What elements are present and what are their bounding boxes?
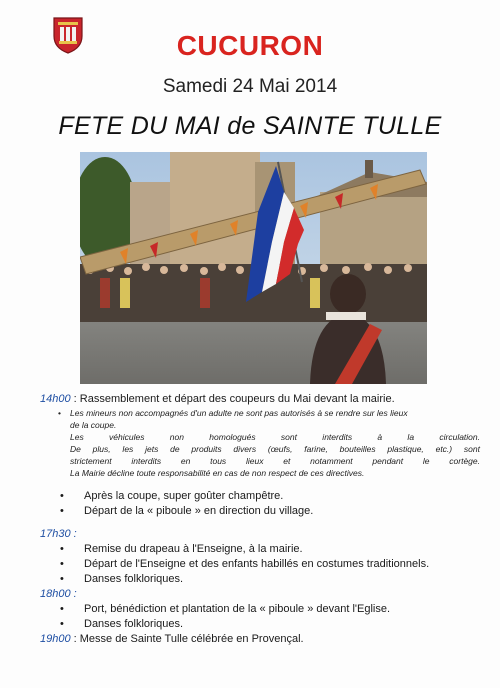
bullet-icon: • [60, 573, 64, 585]
program-block-1730 [40, 527, 480, 542]
town-title: CUCURON [176, 30, 324, 61]
schedule-text: : Rassemblement et départ des coupeurs du Mai devant la mairie. [73, 393, 395, 405]
note-line: Les véhicules non homologués sont interdits à la circulation. [70, 432, 480, 442]
list-item: • Départ de la « piboule » en direction du village. [60, 505, 314, 517]
bullet-icon: • [58, 408, 61, 418]
list-item: • Départ de l'Enseigne et des enfants habillés en costumes traditionnels. [60, 558, 430, 570]
time-label: 19h00 [40, 633, 71, 645]
time-label: 17h30 : [40, 528, 77, 540]
list-item: • Remise du drapeau à l'Enseigne, à la mairie. [60, 543, 303, 555]
program [40, 392, 480, 647]
list-item: • Danses folkloriques. [60, 573, 184, 585]
note-line: De plus, les jets de produits divers (œufs, farine, bouteilles plastique, etc.) sont [70, 444, 480, 454]
list-item: • Danses folkloriques. [60, 618, 184, 630]
time-label: 14h00 [40, 393, 71, 405]
note-line: strictement interdits en tous lieux et notamment pendant le cortège. [70, 456, 480, 466]
bullet-icon: • [60, 543, 64, 555]
program-block-1400 [40, 392, 480, 407]
bullet-icon: • [60, 558, 64, 570]
bullet-icon: • [60, 618, 64, 630]
note-line: Les mineurs non accompagnés d'un adulte ne sont pas autorisés à se rendre sur les lieux [70, 408, 408, 418]
note-line: La Mairie décline toute responsabilité en cas de non respect de ces directives. [70, 468, 365, 478]
festival-photo [80, 152, 427, 384]
bullet-icon: • [60, 490, 64, 502]
bullet-icon: • [60, 505, 64, 517]
program-block-1900 [40, 632, 480, 647]
time-label: 18h00 : [40, 588, 77, 600]
program-block-1800 [40, 587, 480, 602]
safety-note [40, 407, 480, 479]
event-title: FETE DU MAI de SAINTE TULLE [58, 112, 442, 140]
event-date: Samedi 24 Mai 2014 [162, 76, 338, 97]
bullet-icon: • [60, 603, 64, 615]
schedule-text: : Messe de Sainte Tulle célébrée en Provençal. [73, 633, 304, 645]
note-line: de la coupe. [70, 420, 117, 430]
list-item: • Après la coupe, super goûter champêtre. [60, 490, 284, 502]
list-item: • Port, bénédiction et plantation de la « piboule » devant l'Eglise. [60, 603, 391, 615]
